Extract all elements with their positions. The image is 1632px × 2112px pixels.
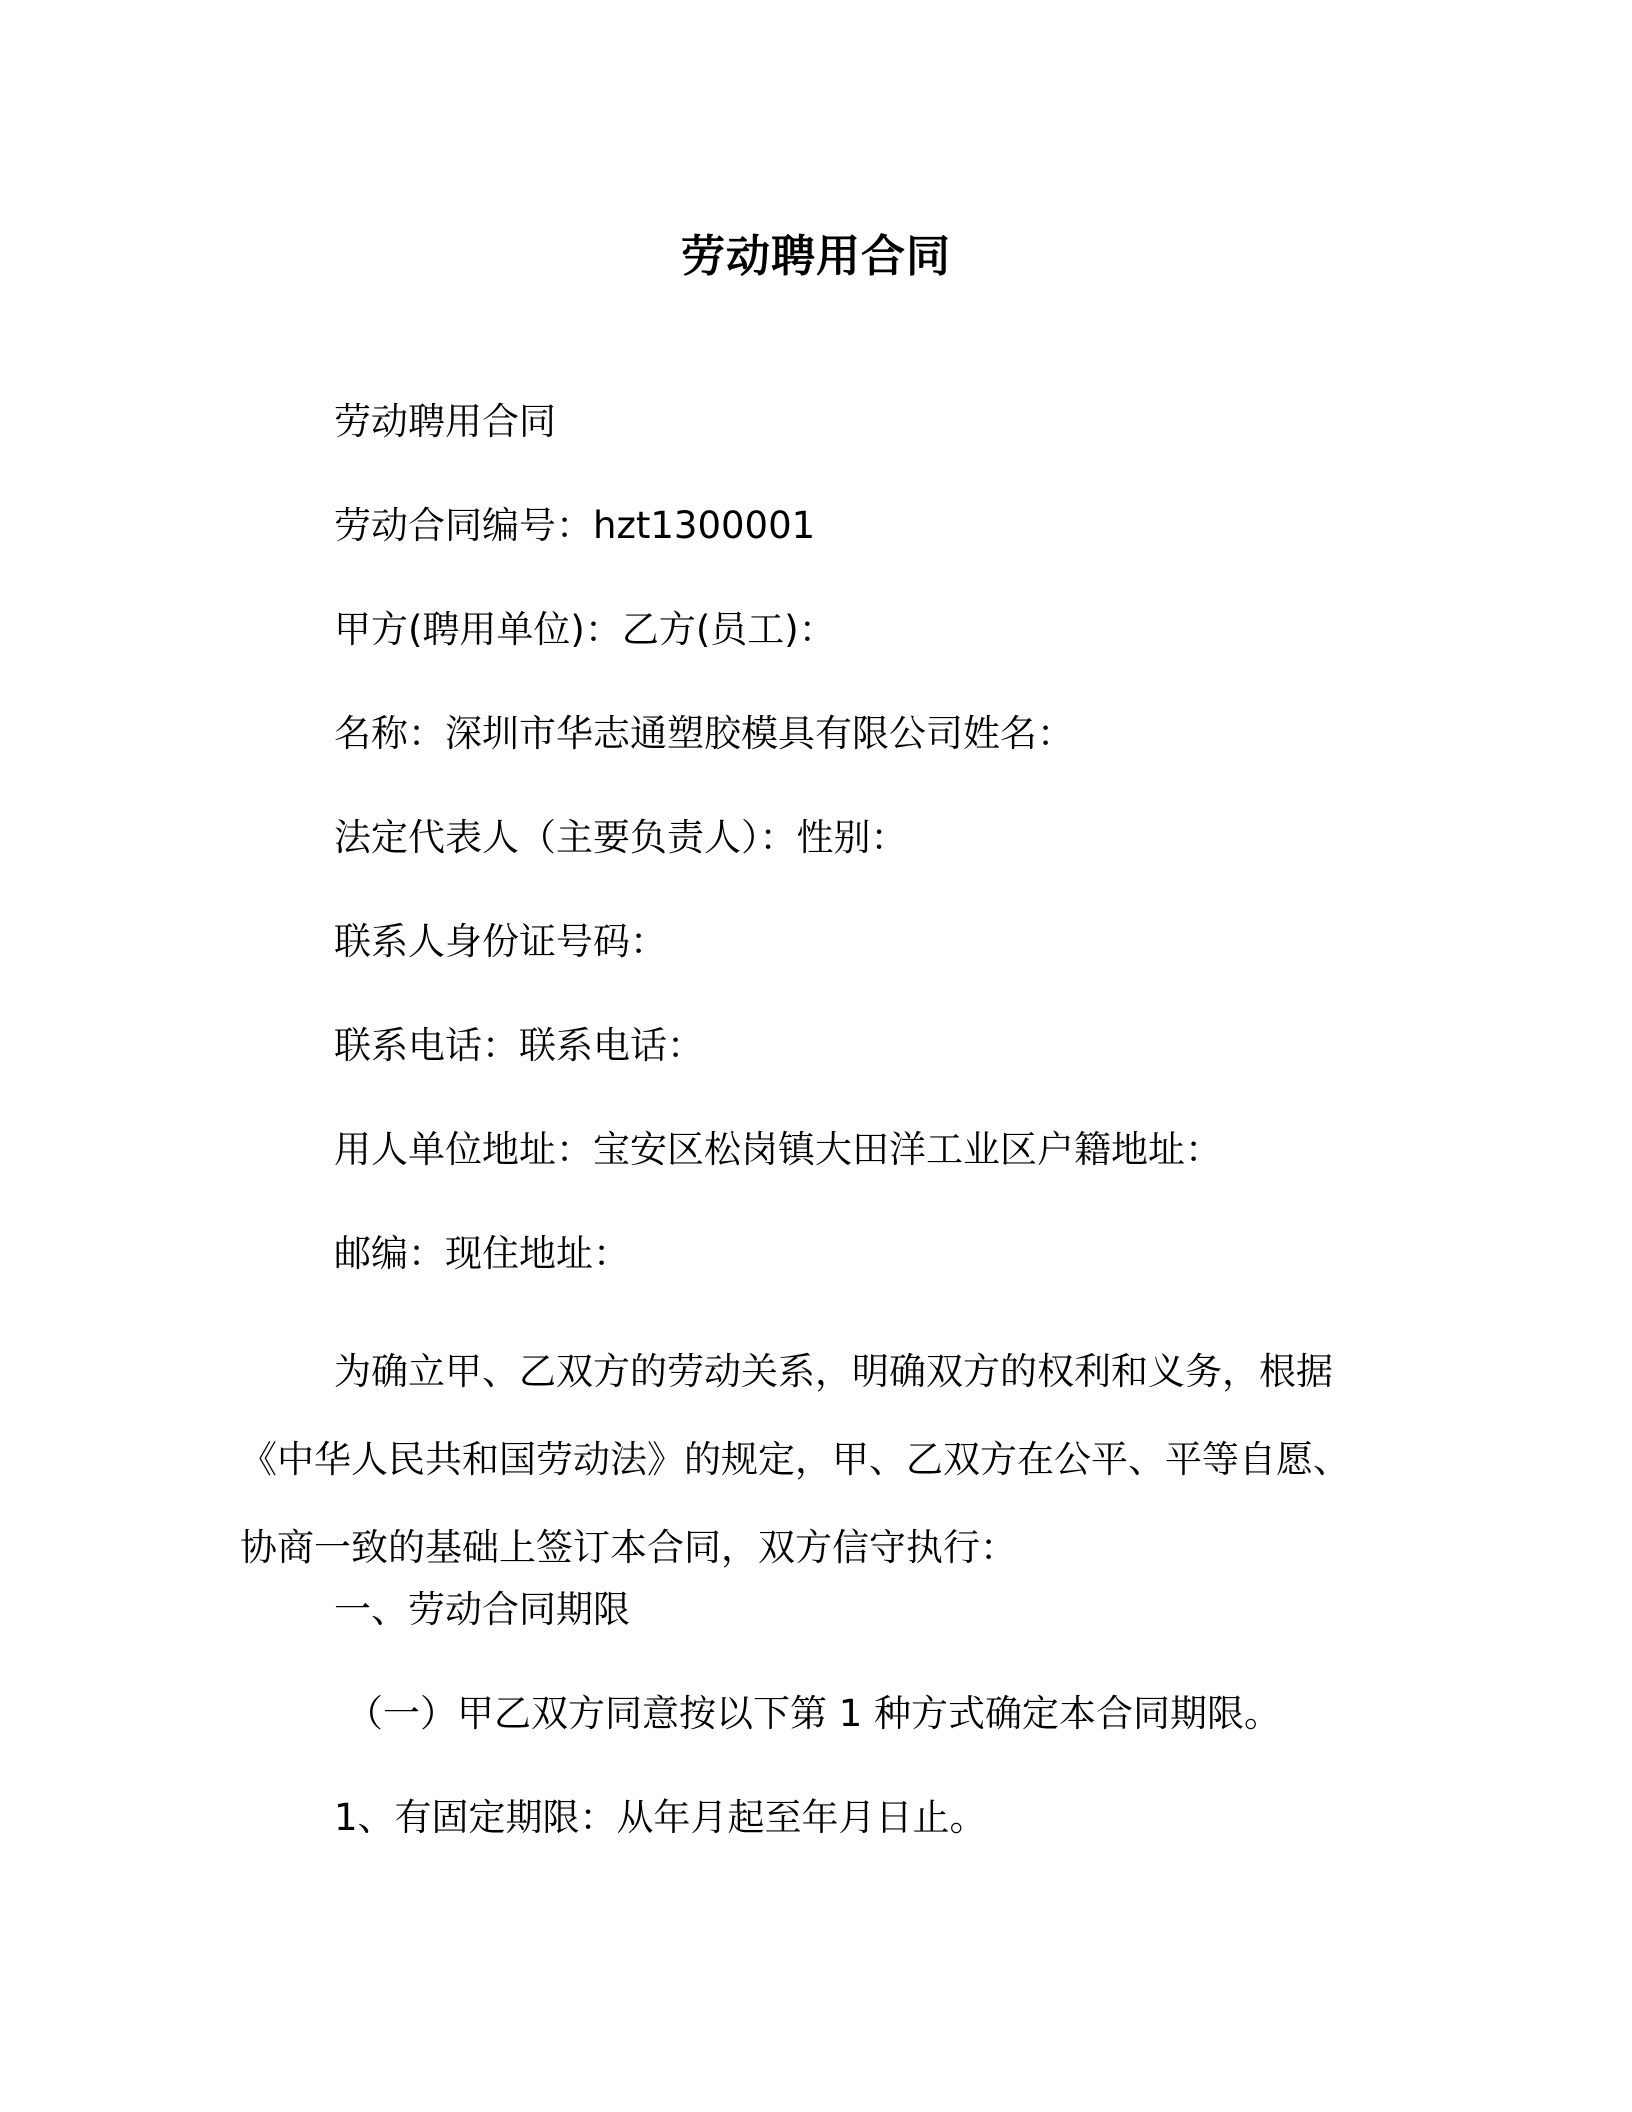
clause-item: 1、有固定期限：从年月起至年月日止。 [334, 1796, 987, 1839]
preamble-paragraph [240, 1328, 1360, 1592]
section-heading: 一、劳动合同期限 [334, 1588, 630, 1631]
legal-representative-line: 法定代表人（主要负责人）：性别： [334, 816, 908, 859]
contract-number: 劳动合同编号：hzt1300001 [334, 504, 816, 547]
parties-line: 甲方(聘用单位)：乙方(员工)： [334, 608, 836, 651]
phone-line: 联系电话：联系电话： [334, 1024, 704, 1067]
document-title: 劳动聘用合同 [681, 231, 951, 282]
preamble-line: 为确立甲、乙双方的劳动关系，明确双方的权利和义务，根据 [334, 1350, 1333, 1393]
id-number-line: 联系人身份证号码： [334, 920, 667, 963]
contract-heading: 劳动聘用合同 [334, 400, 556, 443]
clause-text: （一）甲乙双方同意按以下第 1 种方式确定本合同期限。 [346, 1692, 1282, 1735]
postcode-line: 邮编：现住地址： [334, 1232, 630, 1275]
address-line: 用人单位地址：宝安区松岗镇大田洋工业区户籍地址： [334, 1128, 1222, 1171]
company-name-line: 名称：深圳市华志通塑胶模具有限公司姓名： [334, 712, 1074, 755]
preamble-line: 协商一致的基础上签订本合同，双方信守执行： [240, 1526, 1017, 1569]
preamble-line: 《中华人民共和国劳动法》的规定，甲、乙双方在公平、平等自愿、 [240, 1438, 1350, 1481]
